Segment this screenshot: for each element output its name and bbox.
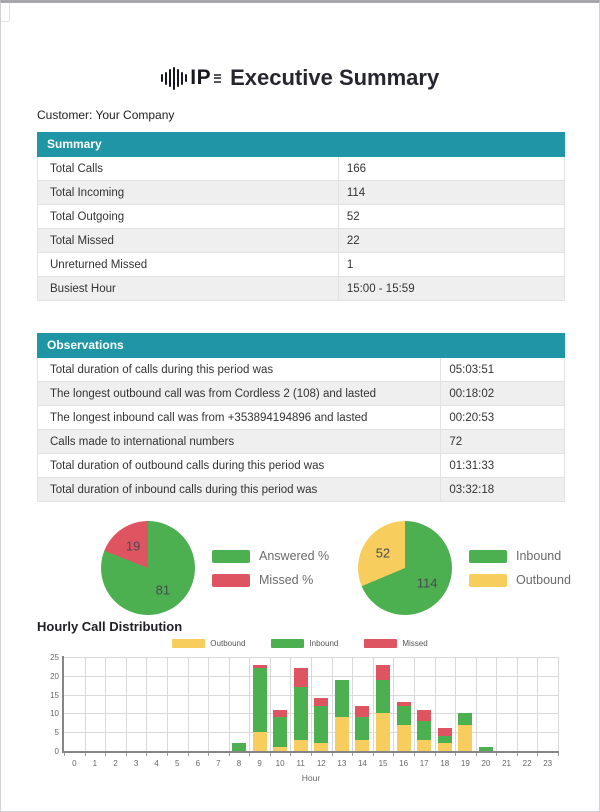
bar-segment-outbound [294,740,308,751]
x-axis-tick-label: 21 [502,759,511,768]
bar-segment-inbound [458,713,472,724]
x-axis-tick-label: 8 [236,759,242,768]
x-axis-tick [290,753,291,756]
x-axis-tick-label: 6 [195,759,201,768]
table-row [37,430,565,454]
bar-segment-outbound [376,713,390,751]
bar-segment-inbound [253,668,267,732]
x-axis-tick [393,753,394,756]
table-row [37,454,565,478]
row-label: Calls made to international numbers [50,435,235,448]
customer-line: Customer: Your Company [37,108,175,122]
bar-segment-missed [355,706,369,717]
legend-swatch [212,550,250,563]
gridline [126,657,127,751]
answered-missed-pie-legend [212,549,329,587]
x-axis-tick [249,753,250,756]
legend-item [212,549,329,563]
gridline [167,657,168,751]
bar-segment-inbound [314,706,328,744]
hourly-bar-chart [1,651,600,791]
bar-segment-inbound [232,743,246,751]
table-row [37,205,565,229]
y-axis-tick-label: 5 [54,728,59,738]
observations-table-body [37,358,565,502]
bar-segment-outbound [458,725,472,751]
x-axis-tick [455,753,456,756]
x-axis-tick-label: 16 [399,759,409,768]
bar-segment-missed [438,728,452,736]
legend-swatch [172,639,205,648]
bar-segment-outbound [273,747,287,751]
x-axis-tick-label: 13 [337,759,347,768]
x-axis-tick [537,753,538,756]
bar-segment-missed [417,710,431,721]
legend-label: Outbound [516,573,571,587]
bar-segment-inbound [417,721,431,740]
gridline [85,657,86,751]
x-axis-tick [476,753,477,756]
bar-segment-inbound [376,680,390,714]
x-axis-tick-label: 18 [440,759,450,768]
x-axis-tick-label: 2 [113,759,118,768]
gridline [188,657,189,751]
legend-swatch [469,550,507,563]
row-value: 1 [338,253,564,276]
legend-item [212,573,329,587]
gridline [229,657,230,751]
gridline [332,657,333,751]
x-axis-tick [208,753,209,756]
row-label: Total Outgoing [50,210,125,223]
gridline [105,657,106,751]
row-value: 05:03:51 [440,358,564,381]
row-value: 03:32:18 [440,478,564,501]
x-axis-tick-label: 15 [378,759,388,768]
row-value: 00:18:02 [440,382,564,405]
row-label: Total Incoming [50,186,125,199]
x-axis-tick [64,753,65,756]
report-header [1,65,599,91]
gridline [373,657,374,751]
x-axis-tick-label: 4 [154,759,159,768]
legend-label: Answered % [259,549,330,563]
row-label: Total Missed [50,234,114,247]
gridline [208,657,209,751]
x-axis-tick [229,753,230,756]
bar-segment-inbound [355,717,369,740]
gridline [496,657,497,751]
row-value: 00:20:53 [440,406,564,429]
table-row [37,181,565,205]
y-axis-tick-label: 15 [50,690,59,700]
row-value: 15:00 - 15:59 [338,277,564,300]
row-value: 22 [338,229,564,252]
x-axis-line [62,751,559,753]
bar-segment-missed [294,668,308,687]
gridline [290,657,291,751]
summary-table [37,132,565,301]
summary-table-header: Summary [37,132,565,157]
x-axis-tick [352,753,353,756]
legend-item [271,639,338,648]
legend-item [364,639,427,648]
x-axis-tick [311,753,312,756]
gridline [146,657,147,751]
bar-segment-inbound [294,687,308,740]
y-axis-tick-label: 10 [50,709,59,719]
bar-segment-outbound [438,743,452,751]
bar-segment-missed [314,698,328,706]
legend-swatch [364,639,397,648]
answered-missed-pie-block [101,516,329,620]
bar-segment-outbound [397,725,411,751]
bar-segment-outbound [335,717,349,751]
y-axis-tick-label: 20 [50,671,59,681]
y-axis-line [62,656,64,753]
page-title: Executive Summary [230,65,440,90]
inbound-outbound-pie-block [358,516,571,620]
table-row [37,277,565,301]
x-axis-tick [126,753,127,756]
x-axis-tick [167,753,168,756]
legend-label: Inbound [516,549,562,563]
table-row [37,382,565,406]
bar-segment-outbound [314,743,328,751]
gridline [270,657,271,751]
row-value: 52 [338,205,564,228]
observations-table-header: Observations [37,333,565,358]
row-value: 01:31:33 [440,454,564,477]
bar-segment-outbound [355,740,369,751]
x-axis-tick [517,753,518,756]
row-value: 114 [338,181,564,204]
hourly-bar-chart-legend [1,639,599,648]
bar-segment-outbound [417,740,431,751]
legend-item [469,573,571,587]
bar-segment-missed [253,665,267,669]
x-axis-tick-label: 11 [296,759,305,768]
pie-value-label: 19 [125,538,141,554]
page-corner-mark [9,3,10,21]
x-axis-tick [435,753,436,756]
row-value: 72 [440,430,564,453]
x-axis-tick [270,753,271,756]
bar-segment-missed [273,710,287,718]
x-axis-tick-label: 23 [543,759,553,768]
x-axis-tick [332,753,333,756]
x-axis-tick-label: 1 [92,759,98,768]
bar-segment-inbound [273,717,287,747]
gridline [537,657,538,751]
table-row [37,478,565,502]
inbound-outbound-pie-chart [358,521,452,615]
logo-text: IP [190,66,212,89]
x-axis-tick [188,753,189,756]
legend-item [469,549,571,563]
x-axis-tick-label: 10 [275,759,285,768]
bar-segment-missed [397,702,411,706]
x-axis-tick-label: 22 [522,759,532,768]
x-axis-tick-label: 3 [133,759,139,768]
y-axis-tick-label: 0 [54,747,59,756]
x-axis-tick [414,753,415,756]
table-row [37,229,565,253]
row-label: Unreturned Missed [50,258,148,271]
observations-table [37,333,565,502]
row-label: Busiest Hour [50,282,116,295]
pie-value-label: 81 [155,582,171,598]
answered-missed-pie-chart [101,521,195,615]
legend-swatch [212,574,250,587]
logo-fine-print [214,74,221,83]
legend-label: Missed [402,639,428,648]
y-axis-tick-label: 25 [50,653,59,662]
legend-label: Outbound [210,639,246,648]
bar-segment-outbound [253,732,267,751]
table-row [37,358,565,382]
x-axis-tick-label: 5 [174,759,180,768]
bar-segment-inbound [397,706,411,725]
row-label: Total duration of inbound calls during this period was [50,483,318,496]
table-row [37,253,565,277]
x-axis-tick-label: 14 [357,759,367,768]
gridline [311,657,312,751]
gridline [249,657,250,751]
row-label: Total duration of calls during this period was [50,363,274,376]
bar-segment-inbound [438,736,452,744]
row-value: 166 [338,157,564,180]
gridline [352,657,353,751]
hourly-section-title: Hourly Call Distribution [37,619,183,634]
bar-segment-missed [376,665,390,680]
x-axis-tick [146,753,147,756]
legend-label: Inbound [309,639,339,648]
row-label: The longest outbound call was from Cordless 2 (108) and lasted [50,387,377,400]
x-axis-tick [373,753,374,756]
bar-segment-inbound [335,680,349,718]
legend-swatch [271,639,304,648]
table-row [37,406,565,430]
page-corner-mark [1,21,9,22]
x-axis-tick-label: 20 [481,759,491,768]
legend-label: Missed % [259,573,314,587]
bar-segment-inbound [479,747,493,751]
x-axis-tick [105,753,106,756]
x-axis-tick [558,753,559,756]
x-axis-tick-label: 0 [72,759,77,768]
x-axis-tick-label: 17 [419,759,429,768]
row-label: Total duration of outbound calls during this period was [50,459,325,472]
gridline [393,657,394,751]
gridline [558,657,559,751]
gridline [476,657,477,751]
x-axis-tick-label: 9 [257,759,262,768]
brand-logo [161,66,221,90]
row-label: The longest inbound call was from +353894194896 and lasted [50,411,368,424]
pie-value-label: 114 [416,575,438,591]
gridline [517,657,518,751]
legend-swatch [469,574,507,587]
x-axis-tick-label: 19 [460,759,470,768]
x-axis-tick-label: 7 [216,759,221,768]
x-axis-tick [85,753,86,756]
soundwave-bars-icon [161,67,188,90]
gridline [414,657,415,751]
summary-table-body [37,157,565,301]
pie-value-label: 52 [375,545,391,561]
gridline [455,657,456,751]
inbound-outbound-pie-legend [469,549,571,587]
x-axis-tick-label: 12 [316,759,326,768]
legend-item [172,639,245,648]
x-axis-tick [496,753,497,756]
x-axis-title: Hour [301,773,321,783]
row-label: Total Calls [50,162,104,175]
table-row [37,157,565,181]
gridline [435,657,436,751]
